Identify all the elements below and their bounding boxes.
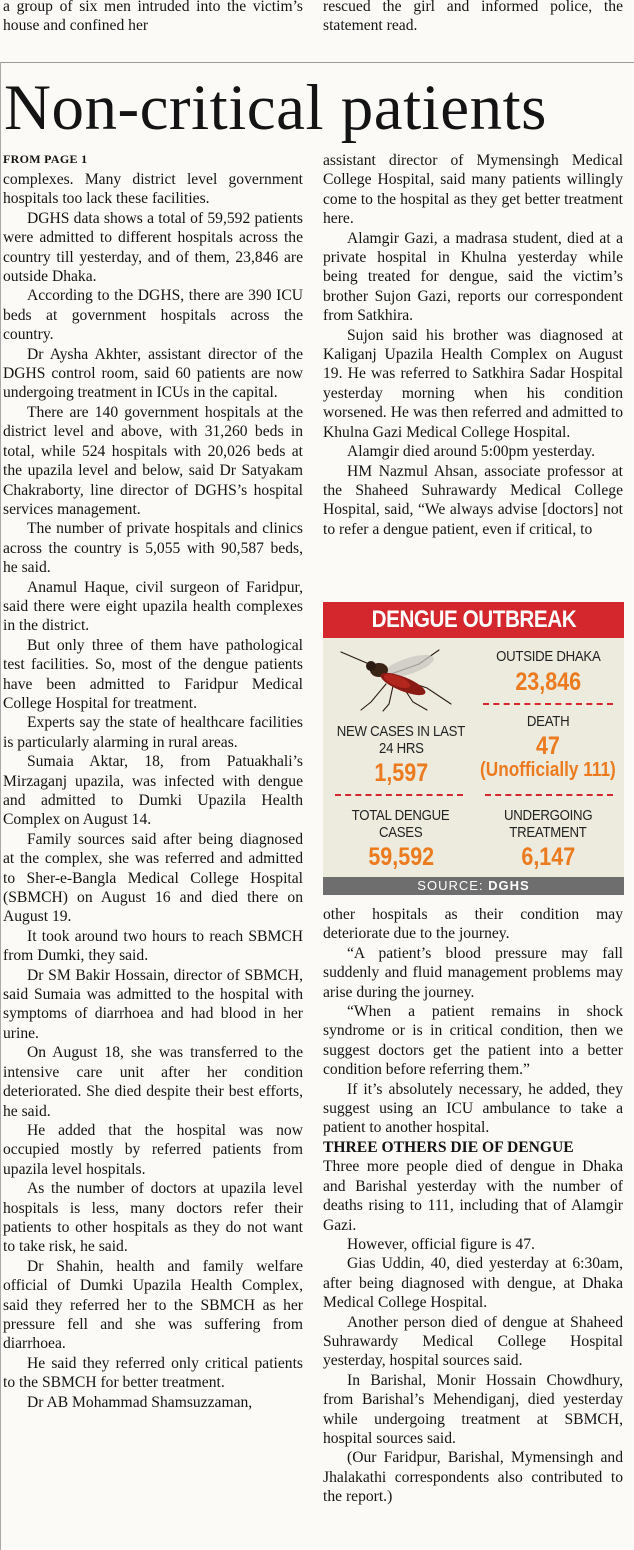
paragraph: Alamgir died around 5:00pm yesterday. [347, 443, 595, 461]
paragraph: Family sources said after being diagnosed at the complex, she was referred and admitted to Sher-e-Bangla Medical College Hospital (SBMCH) on August 16 and died there on August 19. [3, 830, 303, 926]
paragraph: Three more people died of dengue in Dhaka and Barishal yesterday with the number of deaths rising to 111, including that of Alamgir Gazi. [323, 1158, 623, 1234]
divider [485, 794, 613, 796]
paragraph: DGHS data shows a total of 59,592 patients were admitted to different hospitals across the country till yesterday, and of them, 23,846 are outside Dhaka. [3, 209, 303, 286]
paragraph: Anamul Haque, civil surgeon of Faridpur, said there were eight upazila health complexes in the district. [3, 578, 303, 635]
paragraph: other hospitals as their condition may deteriorate due to the journey. [323, 906, 623, 943]
paragraph: On August 18, she was transferred to the intensive care unit after her condition deteriorated. She died despite their best efforts, he said. [3, 1044, 303, 1120]
right-column-top [323, 151, 623, 539]
new-cases-value: 1,597 [374, 759, 428, 787]
outside-dhaka-label: OUTSIDE DHAKA [495, 648, 601, 665]
paragraph: As the number of doctors at upazila level hospitals is less, many doctors refer their patients to other hospitals as they do not want to take risk, he said. [3, 1180, 303, 1256]
infobox-source: SOURCE: DGHS [323, 877, 624, 895]
divider [483, 703, 613, 705]
section-divider [0, 62, 634, 63]
right-column-bottom [323, 905, 623, 1507]
paragraph: However, official figure is 47. [347, 1235, 535, 1253]
outside-dhaka-value: 23,846 [515, 668, 581, 696]
undergoing-treatment-label: UNDERGOING [503, 807, 593, 824]
dengue-outbreak-infobox [323, 602, 624, 895]
new-cases-label-line2: 24 HRS [378, 740, 424, 757]
paragraph: Dr SM Bakir Hossain, director of SBMCH, said Sumaia was admitted to the hospital with symptoms of diarrhoea and had blood in her urine. [3, 966, 303, 1042]
paragraph: Dr Aysha Akhter, assistant director of the DGHS control room, said 60 patients are now undergoing treatment in ICUs in the capital. [3, 345, 303, 402]
previous-story-right-snippet [323, 0, 623, 36]
paragraph: Alamgir Gazi, a madrasa student, died at a private hospital in Khulna yesterday while being treated for dengue, said the victim’s brother Sujon Gazi, reports our correspondent from Satkhira. [323, 229, 623, 325]
paragraph: But only three of them have pathological test facilities. So, most of the dengue patients have been admitted to Faridpur Medical College Hospital for treatment. [3, 636, 303, 712]
paragraph: (Our Faridpur, Barishal, Mymensingh and Jhalakathi correspondents also contributed to the report.) [323, 1449, 623, 1506]
total-cases-label: TOTAL DENGUE [352, 807, 450, 824]
previous-story-text: rescued the girl and informed police, the statement read. [323, 0, 623, 35]
paragraph: It took around two hours to reach SBMCH from Dumki, they said. [3, 927, 303, 965]
column-border [0, 62, 1, 1550]
subheading: THREE OTHERS DIE OF DENGUE [323, 1138, 574, 1156]
paragraph: Experts say the state of healthcare facilities is particularly alarming in rural areas. [3, 714, 303, 751]
paragraph: HM Nazmul Ahsan, associate professor at the Shaheed Suhrawardy Medical College Hospital, said, “We always advise [doctors] not to refer a dengue patient, even if critical, to [323, 462, 623, 538]
paragraph: He said they referred only critical patients to the SBMCH for better treatment. [3, 1354, 303, 1392]
paragraph: The number of private hospitals and clinics across the country is 5,055 with 90,587 beds, he said. [3, 520, 303, 577]
paragraph: Gias Uddin, 40, died yesterday at 6:30am, after being diagnosed with dengue, at Dhaka Medical College Hospital. [323, 1255, 623, 1312]
from-page-label: FROM PAGE 1 [3, 152, 88, 166]
paragraph: There are 140 government hospitals at the district level and above, with 31,260 beds in total, while 524 hospitals with 20,026 beds at the upazila level and below, said Dr Satyakam Chakraborty, line director of DGHS’s hospital services management. [3, 403, 303, 518]
previous-story-text: a group of six men intruded into the victim’s house and confined her [3, 0, 303, 35]
paragraph: Sumaia Aktar, 18, from Patuakhali’s Mirzaganj upazila, was infected with dengue and admitted to Dumki Upazila Health Complex on August 14. [3, 753, 303, 829]
previous-story-left-snippet [3, 0, 303, 36]
total-cases-value: 59,592 [368, 843, 434, 871]
source-name: DGHS [488, 878, 530, 893]
undergoing-treatment-label-line2: TREATMENT [509, 824, 587, 841]
paragraph: “When a patient remains in shock syndrome or is in critical condition, then we suggest doctors get the patient into a better condition before referring them.” [323, 1003, 623, 1079]
paragraph: If it’s absolutely necessary, he added, they suggest using an ICU ambulance to take a patient to another hospital. [323, 1080, 623, 1137]
headline: Non-critical patients [4, 72, 547, 144]
paragraph: According to the DGHS, there are 390 ICU beds at government hospitals across the country. [3, 287, 303, 344]
left-column [3, 170, 303, 1412]
undergoing-treatment-value: 6,147 [521, 843, 575, 871]
paragraph: “A patient’s blood pressure may fall suddenly and fluid management problems may arise during the journey. [323, 944, 623, 1001]
death-value: 47 [536, 732, 560, 760]
new-cases-label: NEW CASES IN LAST [336, 723, 466, 740]
paragraph: Another person died of dengue at Shaheed Suhrawardy Medical College Hospital yesterday, hospital sources said. [323, 1313, 623, 1370]
divider [335, 794, 463, 796]
paragraph: complexes. Many district level government hospitals too lack these facilities. [3, 171, 303, 208]
paragraph: In Barishal, Monir Hossain Chowdhury, from Barishal’s Mehendiganj, died yesterday while undergoing treatment at SBMCH, hospital sources said. [323, 1371, 623, 1447]
death-unofficial-value: (Unofficially 111) [480, 759, 616, 781]
paragraph: He added that the hospital was now occupied mostly by referred patients from upazila level hospitals. [3, 1121, 303, 1178]
paragraph: Dr Shahin, health and family welfare official of Dumki Upazila Health Complex, said they referred her to the SBMCH as her pressure fell and she was suffering from diarrhoea. [3, 1257, 303, 1353]
paragraph: Dr AB Mohammad Shamsuzzaman, [27, 1393, 253, 1411]
mosquito-icon [331, 644, 481, 712]
total-cases-label-line2: CASES [379, 824, 423, 841]
death-label: DEATH [526, 713, 570, 730]
paragraph: assistant director of Mymensingh Medical College Hospital, said many patients willingly come to the hospital as they get better treatment here. [323, 152, 623, 228]
infobox-title: DENGUE OUTBREAK [323, 602, 624, 638]
paragraph: Sujon said his brother was diagnosed at Kaliganj Upazila Health Complex on August 19. He was referred to Satkhira Sadar Hospital yesterday morning when his condition worsened. He was then referred and admitted to Khulna Gazi Medical College Hospital. [323, 326, 623, 441]
